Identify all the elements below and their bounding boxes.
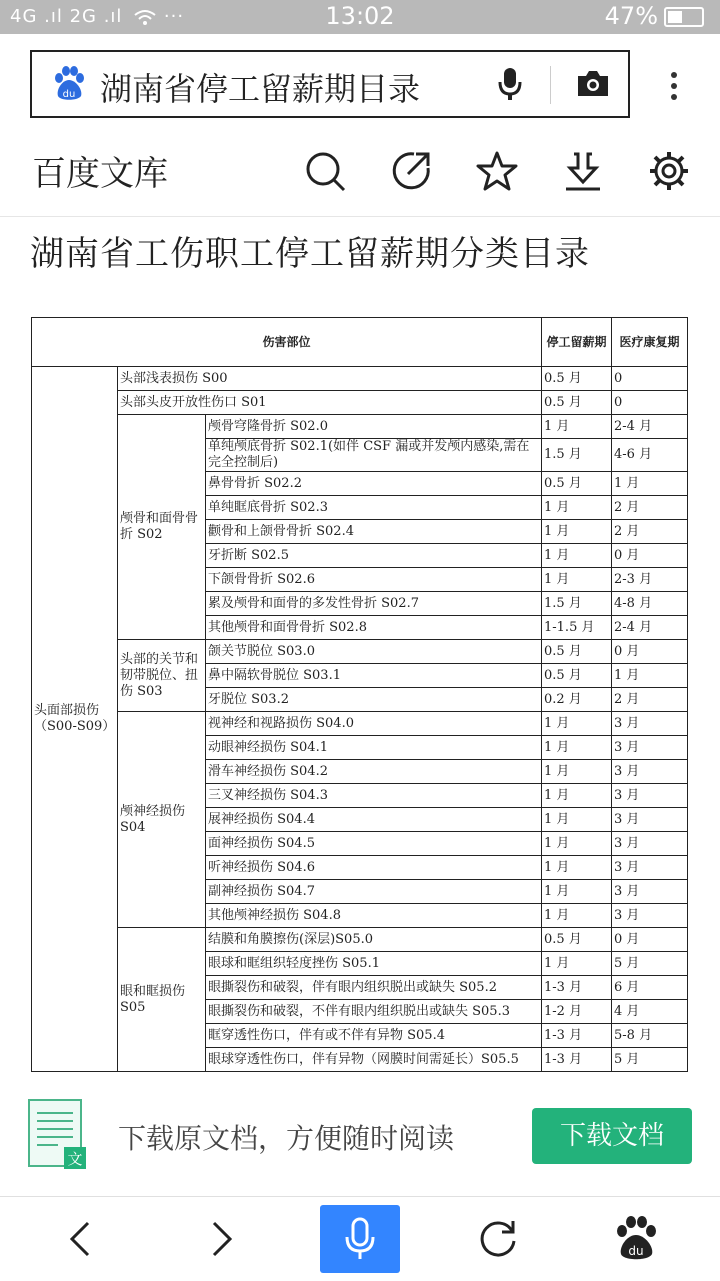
library-header [0,130,720,217]
leave-period: 1.5 月 [542,592,612,616]
more-vertical-icon[interactable] [660,68,688,104]
header-leave: 停工留薪期 [542,318,612,367]
injury-name: 滑车神经损伤 S04.2 [206,760,542,784]
rehab-period: 4-6 月 [612,439,688,472]
injury-name: 副神经损伤 S04.7 [206,880,542,904]
header-site: 伤害部位 [32,318,542,367]
banner-text: 下载原文档，方便随时阅读 [118,1122,455,1155]
injury-name: 鼻中隔软骨脱位 S03.1 [206,664,542,688]
rehab-period: 2-4 月 [612,616,688,640]
battery [605,2,704,30]
rehab-period: 1 月 [612,472,688,496]
voice-search-button[interactable] [320,1205,400,1273]
microphone-icon[interactable] [498,68,522,102]
rehab-period: 2 月 [612,520,688,544]
region-cell [32,367,118,1072]
search-box[interactable] [30,50,630,118]
injury-name: 眶穿透性伤口，伴有或不伴有异物 S05.4 [206,1024,542,1048]
region-code: （S00-S09） [34,719,116,734]
status-bar [0,0,720,34]
star-icon[interactable] [476,150,518,192]
leave-period: 1 月 [542,544,612,568]
rehab-period: 3 月 [612,808,688,832]
leave-period: 1-2 月 [542,1000,612,1024]
injury-name: 展神经损伤 S04.4 [206,808,542,832]
region-name: 头面部损伤 [34,703,100,718]
leave-period: 1 月 [542,808,612,832]
injury-name: 牙脱位 S03.2 [206,688,542,712]
injury-name: 眼撕裂伤和破裂，伴有眼内组织脱出或缺失 S05.2 [206,976,542,1000]
document-icon [28,1099,86,1171]
rehab-period: 0 月 [612,928,688,952]
table-row [32,928,688,952]
injury-name: 鼻骨骨折 S02.2 [206,472,542,496]
leave-period: 0.5 月 [542,664,612,688]
svg-text:du: du [628,1244,644,1258]
table-row [32,367,688,391]
leave-period: 1 月 [542,496,612,520]
rehab-period: 6 月 [612,976,688,1000]
rehab-period: 0 月 [612,640,688,664]
leave-period: 1 月 [542,856,612,880]
group-name: 眼和眶损伤 S05 [118,928,206,1072]
injury-name: 累及颅骨和面骨的多发性骨折 S02.7 [206,592,542,616]
clock: 13:02 [325,2,395,30]
table-row [32,415,688,439]
injury-name: 颅骨穹隆骨折 S02.0 [206,415,542,439]
rehab-period: 3 月 [612,736,688,760]
battery-icon [664,7,704,27]
rehab-period: 4-8 月 [612,592,688,616]
leave-period: 1 月 [542,904,612,928]
rehab-period: 3 月 [612,784,688,808]
refresh-icon[interactable] [466,1207,530,1271]
camera-icon[interactable] [576,68,610,98]
rehab-period: 5-8 月 [612,1024,688,1048]
injury-name: 下颌骨骨折 S02.6 [206,568,542,592]
injury-name: 视神经和视路损伤 S04.0 [206,712,542,736]
injury-name: 面神经损伤 S04.5 [206,832,542,856]
rehab-period: 2 月 [612,688,688,712]
document-table-view[interactable] [31,317,689,1075]
rehab-period: 0 [612,367,688,391]
leave-period: 0.5 月 [542,367,612,391]
rehab-period: 3 月 [612,904,688,928]
table-row [32,712,688,736]
leave-period: 1 月 [542,415,612,439]
rehab-period: 4 月 [612,1000,688,1024]
rehab-period: 5 月 [612,1048,688,1072]
injury-name: 结膜和角膜擦伤(深层)S05.0 [206,928,542,952]
download-doc-button[interactable]: 下载文档 [532,1108,692,1164]
leave-period: 1.5 月 [542,439,612,472]
injury-name: 眼球穿透性伤口，伴有异物（网膜时间需延长）S05.5 [206,1048,542,1072]
battery-level: 47% [604,2,658,30]
rehab-period: 3 月 [612,880,688,904]
search-query[interactable]: 湖南省停工留薪期目录 [100,70,421,108]
document-title: 湖南省工伤职工停工留薪期分类目录 [30,234,590,274]
rehab-period: 3 月 [612,712,688,736]
injury-name: 三叉神经损伤 S04.3 [206,784,542,808]
rehab-period: 3 月 [612,856,688,880]
rehab-period: 2-3 月 [612,568,688,592]
injury-name: 其他颅神经损伤 S04.8 [206,904,542,928]
baidu-paw-icon [52,66,86,102]
forward-icon[interactable] [190,1207,254,1271]
more-indicator: ··· [163,6,185,27]
header-rehab: 医疗康复期 [612,318,688,367]
leave-period: 0.5 月 [542,640,612,664]
table-header-row [32,318,688,367]
injury-name: 头部浅表损伤 S00 [118,367,542,391]
injury-name: 眼撕裂伤和破裂，不伴有眼内组织脱出或缺失 S05.3 [206,1000,542,1024]
rehab-period: 5 月 [612,952,688,976]
microphone-icon [320,1205,400,1273]
injury-name: 其他颅骨和面骨骨折 S02.8 [206,616,542,640]
leave-period: 0.2 月 [542,688,612,712]
search-icon[interactable] [304,150,346,192]
table-body [32,367,688,1072]
leave-period: 1 月 [542,952,612,976]
classification-table [31,317,688,1072]
injury-name: 颌关节脱位 S03.0 [206,640,542,664]
bottom-navigation [0,1196,720,1281]
leave-period: 1 月 [542,568,612,592]
leave-period: 1 月 [542,712,612,736]
leave-period: 1-3 月 [542,1048,612,1072]
group-name: 颅神经损伤 S04 [118,712,206,928]
settings-icon[interactable] [648,150,690,192]
table-row [32,391,688,415]
download-icon[interactable] [562,150,604,192]
group-name: 颅骨和面骨骨折 S02 [118,415,206,640]
injury-name: 眼球和眶组织轻度挫伤 S05.1 [206,952,542,976]
browser-toolbar [0,34,720,130]
rehab-period: 0 月 [612,544,688,568]
injury-name: 牙折断 S02.5 [206,544,542,568]
baidu-paw-icon[interactable] [604,1207,668,1271]
injury-name: 单纯颅底骨折 S02.1(如伴 CSF 漏或并发颅内感染,需在完全控制后) [206,439,542,472]
rehab-period: 2 月 [612,496,688,520]
rehab-period: 3 月 [612,760,688,784]
injury-name: 听神经损伤 S04.6 [206,856,542,880]
leave-period: 1-3 月 [542,976,612,1000]
injury-name: 单纯眶底骨折 S02.3 [206,496,542,520]
leave-period: 1-1.5 月 [542,616,612,640]
leave-period: 1 月 [542,880,612,904]
rehab-period: 2-4 月 [612,415,688,439]
search-divider [550,66,551,104]
download-banner [0,1075,720,1195]
group-name: 头部的关节和韧带脱位、扭伤 S03 [118,640,206,712]
brand-title: 百度文库 [32,154,168,194]
leave-period: 1 月 [542,832,612,856]
rehab-period: 3 月 [612,832,688,856]
doc-badge: 文 [67,1150,83,1168]
leave-period: 1 月 [542,760,612,784]
leave-period: 0.5 月 [542,391,612,415]
leave-period: 1 月 [542,784,612,808]
leave-period: 1 月 [542,736,612,760]
leave-period: 0.5 月 [542,928,612,952]
injury-name: 颧骨和上颌骨骨折 S02.4 [206,520,542,544]
leave-period: 1 月 [542,520,612,544]
share-icon[interactable] [390,150,432,192]
rehab-period: 0 [612,391,688,415]
leave-period: 1-3 月 [542,1024,612,1048]
back-icon[interactable] [48,1207,112,1271]
signal-text: 4G .ıl 2G .ıl [10,6,123,27]
svg-text:du: du [62,89,76,100]
leave-period: 0.5 月 [542,472,612,496]
table-row [32,640,688,664]
rehab-period: 1 月 [612,664,688,688]
injury-name: 动眼神经损伤 S04.1 [206,736,542,760]
injury-name: 头部头皮开放性伤口 S01 [118,391,542,415]
